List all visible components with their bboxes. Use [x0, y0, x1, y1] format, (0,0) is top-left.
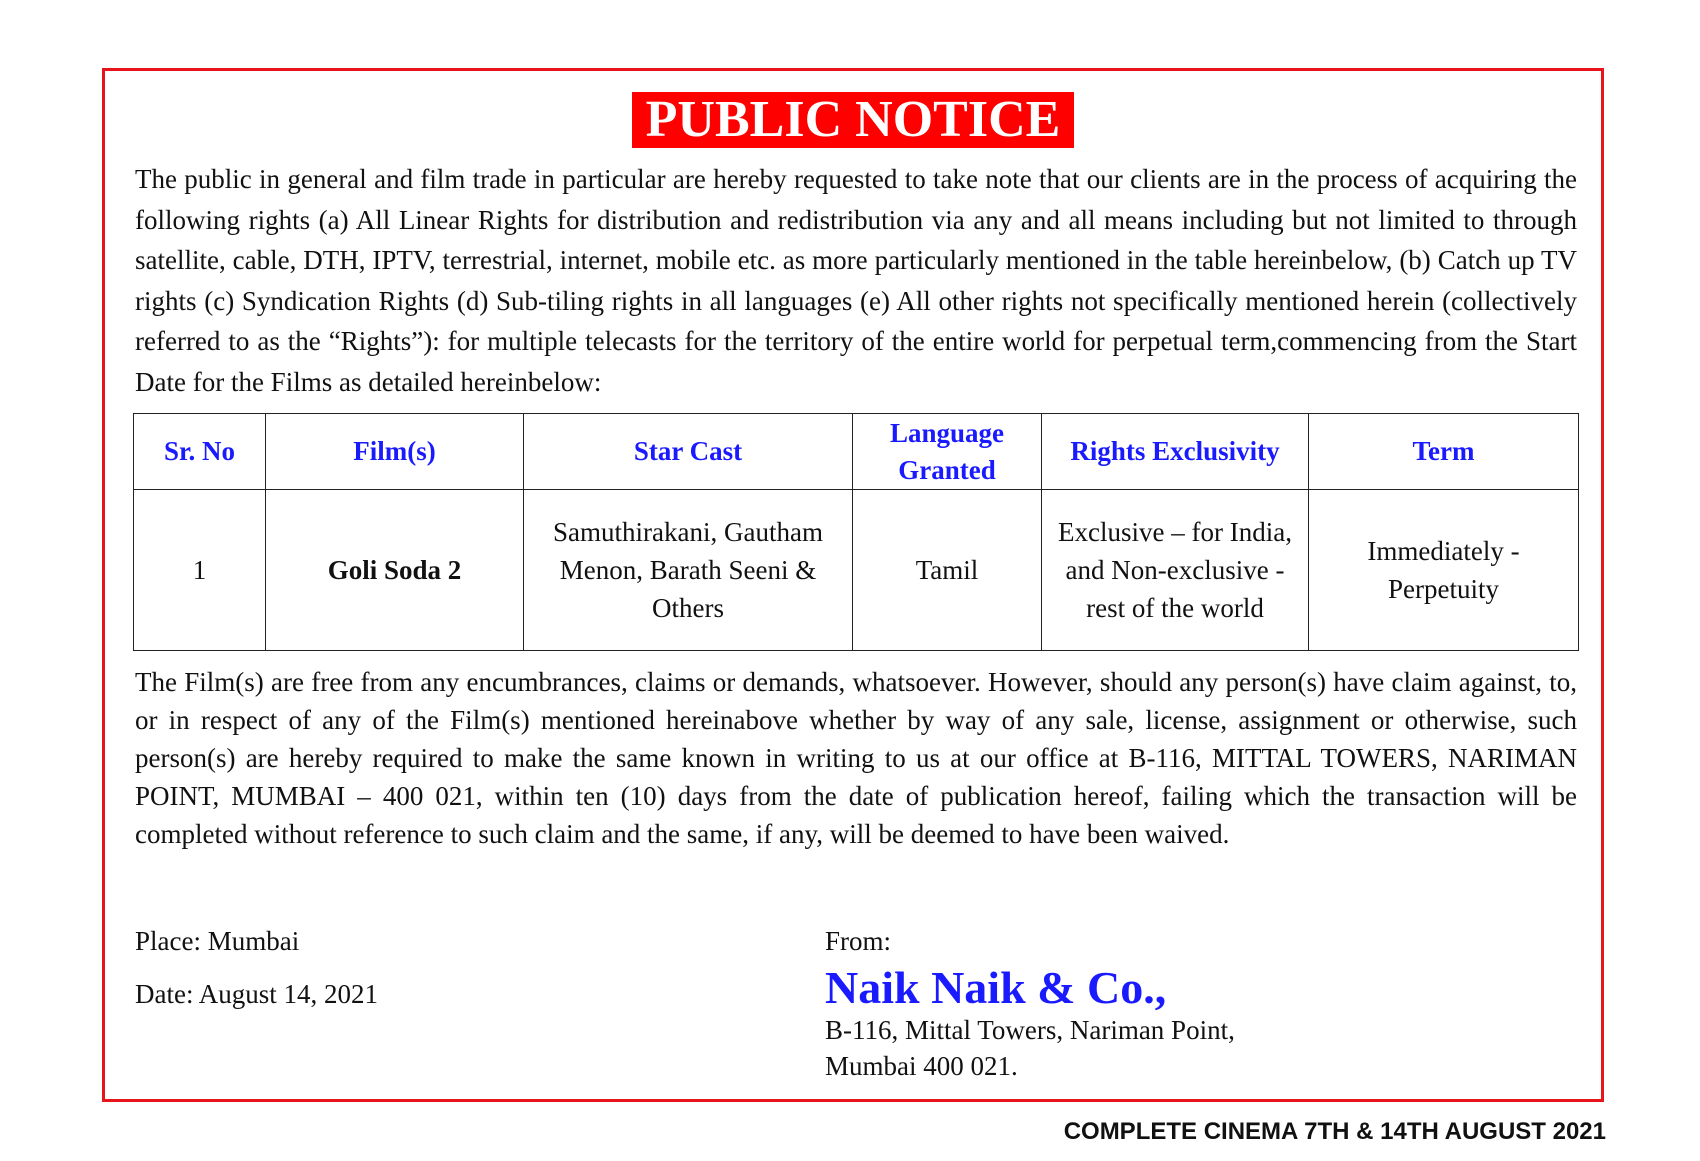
table-head	[134, 414, 1579, 490]
firm-address-line1: B-116, Mittal Towers, Nariman Point,	[825, 1015, 1235, 1045]
firm-address-line2: Mumbai 400 021.	[825, 1051, 1018, 1081]
notice-title: PUBLIC NOTICE	[632, 92, 1075, 148]
date-line: Date: August 14, 2021	[135, 979, 378, 1009]
table-header-row	[134, 414, 1579, 490]
title-wrap	[105, 92, 1601, 148]
header-term: Term	[1309, 414, 1579, 490]
header-sr-no: Sr. No	[134, 414, 266, 490]
from-label: From:	[825, 926, 892, 956]
cell-term: Immediately - Perpetuity	[1309, 490, 1579, 651]
header-exclusivity: Rights Exclusivity	[1042, 414, 1309, 490]
cell-language: Tamil	[853, 490, 1042, 651]
cell-star-cast: Samuthirakani, Gautham Menon, Barath Seeni & Others	[524, 490, 853, 651]
publication-footer: COMPLETE CINEMA 7TH & 14TH AUGUST 2021	[1063, 1118, 1606, 1145]
header-language: Language Granted	[853, 414, 1042, 490]
place-line: Place: Mumbai	[135, 926, 300, 956]
table-row	[134, 490, 1579, 651]
header-star-cast: Star Cast	[524, 414, 853, 490]
cell-exclusivity: Exclusive – for India, and Non-exclusive - rest of the world	[1042, 490, 1309, 651]
firm-name: Naik Naik & Co.,	[825, 962, 1167, 1013]
header-films: Film(s)	[266, 414, 524, 490]
table-body	[134, 490, 1579, 651]
cell-sr-no: 1	[134, 490, 266, 651]
intro-paragraph: The public in general and film trade in particular are hereby requested to take note that our clients are in the process of acquiring the following rights (a) All Linear Rights for distribution and redistribution via any and all means including but not limited to through satellite, cable, DTH, IPTV, terrestrial, internet, mobile etc. as more particularly mentioned in the table hereinbelow, (b) Catch up TV rights (c) Syndication Rights (d) Sub-tiling rights in all languages (e) All other rights not specifically mentioned herein (collectively referred to as the “Rights”): for multiple telecasts for the territory of the entire world for perpetual term,commencing from the Start Date for the Films as detailed hereinbelow:	[135, 164, 1577, 397]
notice-frame	[102, 68, 1604, 1102]
rights-table	[133, 413, 1579, 651]
closing-paragraph: The Film(s) are free from any encumbrances, claims or demands, whatsoever. However, should any person(s) have claim against, to, or in respect of any of the Film(s) mentioned hereinabove whether by way of any sale, license, assignment or otherwise, such person(s) are hereby required to make the same known in writing to us at our office at B-116, MITTAL TOWERS, NARIMAN POINT, MUMBAI – 400 021, within ten (10) days from the date of publication hereof, failing which the transaction will be completed without reference to such claim and the same, if any, will be deemed to have been waived.	[135, 667, 1577, 849]
cell-film: Goli Soda 2	[266, 490, 524, 651]
